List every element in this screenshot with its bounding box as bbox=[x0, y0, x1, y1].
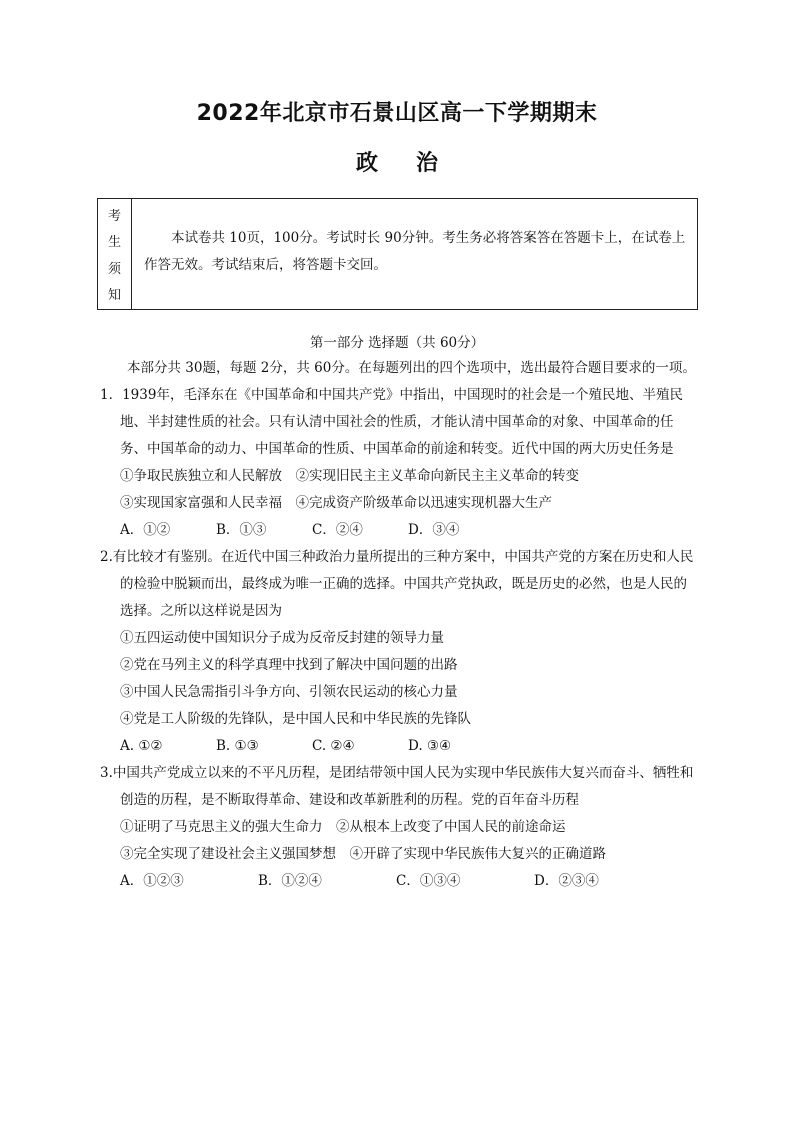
question-option: ①争取民族独立和人民解放 ②实现旧民主主义革命向新民主主义革命的转变 bbox=[120, 468, 579, 484]
question-option: ④党是工人阶级的先锋队，是中国人民和中华民族的先锋队 bbox=[120, 711, 471, 727]
subject-title: 政治 bbox=[355, 151, 476, 176]
choice-b: B．①③ bbox=[216, 522, 267, 538]
notice-label-char: 知 bbox=[107, 288, 121, 304]
question-option: ③实现国家富强和人民幸福 ④完成资产阶级革命以迅速实现机器大生产 bbox=[120, 495, 552, 511]
notice-label-char: 生 bbox=[107, 235, 121, 251]
choice-b: B. ①③ bbox=[216, 738, 259, 754]
choice-d: D．③④ bbox=[408, 522, 460, 538]
choice-c: C．①③④ bbox=[396, 873, 461, 889]
answer-choices bbox=[100, 517, 700, 544]
notice-box bbox=[97, 198, 698, 310]
question-option: ②党在马列主义的科学真理中找到了解决中国问题的出路 bbox=[120, 657, 458, 673]
question-2 bbox=[100, 544, 700, 760]
notice-label bbox=[98, 199, 132, 309]
choice-b: B．①②④ bbox=[258, 873, 322, 889]
choice-a: A．①② bbox=[120, 522, 171, 538]
choice-c: C．②④ bbox=[312, 522, 363, 538]
question-option: ①证明了马克思主义的强大生命力 ②从根本上改变了中国人民的前途命运 bbox=[120, 819, 566, 835]
choice-d: D. ③④ bbox=[408, 738, 452, 754]
notice-text: 本试卷共 10页，100分。考试时长 90分钟。考生务必将答案答在答题卡上，在试卷上作答无效。考试结束后，将答题卡交回。 bbox=[144, 230, 686, 273]
question-option: ③中国人民急需指引斗争方向、引领农民运动的核心力量 bbox=[120, 684, 458, 700]
notice-label-char: 须 bbox=[107, 261, 121, 277]
question-1 bbox=[100, 382, 700, 544]
question-list bbox=[100, 355, 700, 895]
section-intro: 本部分共 30题，每题 2分，共 60分。在每题列出的四个选项中，选出最符合题目要求的一项。 bbox=[127, 360, 696, 376]
question-stem: 2.有比较才有鉴别。在近代中国三种政治力量所提出的三种方案中，中国共产党的方案在历史和人民的检验中脱颖而出，最终成为唯一正确的选择。中国共产党执政，既是历史的必然，也是人民的选择。之所以这样说是因为 bbox=[100, 549, 694, 619]
answer-choices bbox=[100, 868, 700, 895]
question-option: ③完全实现了建设社会主义强国梦想 ④开辟了实现中华民族伟大复兴的正确道路 bbox=[120, 846, 606, 862]
question-stem: 1．1939年，毛泽东在《中国革命和中国共产党》中指出，中国现时的社会是一个殖民地、半殖民地、半封建性质的社会。只有认清中国社会的性质，才能认清中国革命的对象、中国革命的任务、中国革命的动力、中国革命的性质、中国革命的前途和转变。近代中国的两大历史任务是 bbox=[100, 387, 683, 457]
exam-title: 2022年北京市石景山区高一下学期期末 bbox=[196, 101, 598, 126]
choice-a: A．①②③ bbox=[120, 873, 184, 889]
question-stem: 3.中国共产党成立以来的不平凡历程，是团结带领中国人民为实现中华民族伟大复兴而奋斗、牺牲和创造的历程，是不断取得革命、建设和改革新胜利的历程。党的百年奋斗历程 bbox=[100, 765, 694, 808]
question-3 bbox=[100, 760, 700, 895]
question-option: ①五四运动使中国知识分子成为反帝反封建的领导力量 bbox=[120, 630, 444, 646]
answer-choices bbox=[100, 733, 700, 760]
choice-c: C. ②④ bbox=[312, 738, 355, 754]
choice-d: D．②③④ bbox=[534, 873, 599, 889]
notice-label-char: 考 bbox=[107, 208, 121, 224]
choice-a: A. ①② bbox=[120, 738, 163, 754]
section-title: 第一部分 选择题（共 60分） bbox=[309, 335, 485, 351]
